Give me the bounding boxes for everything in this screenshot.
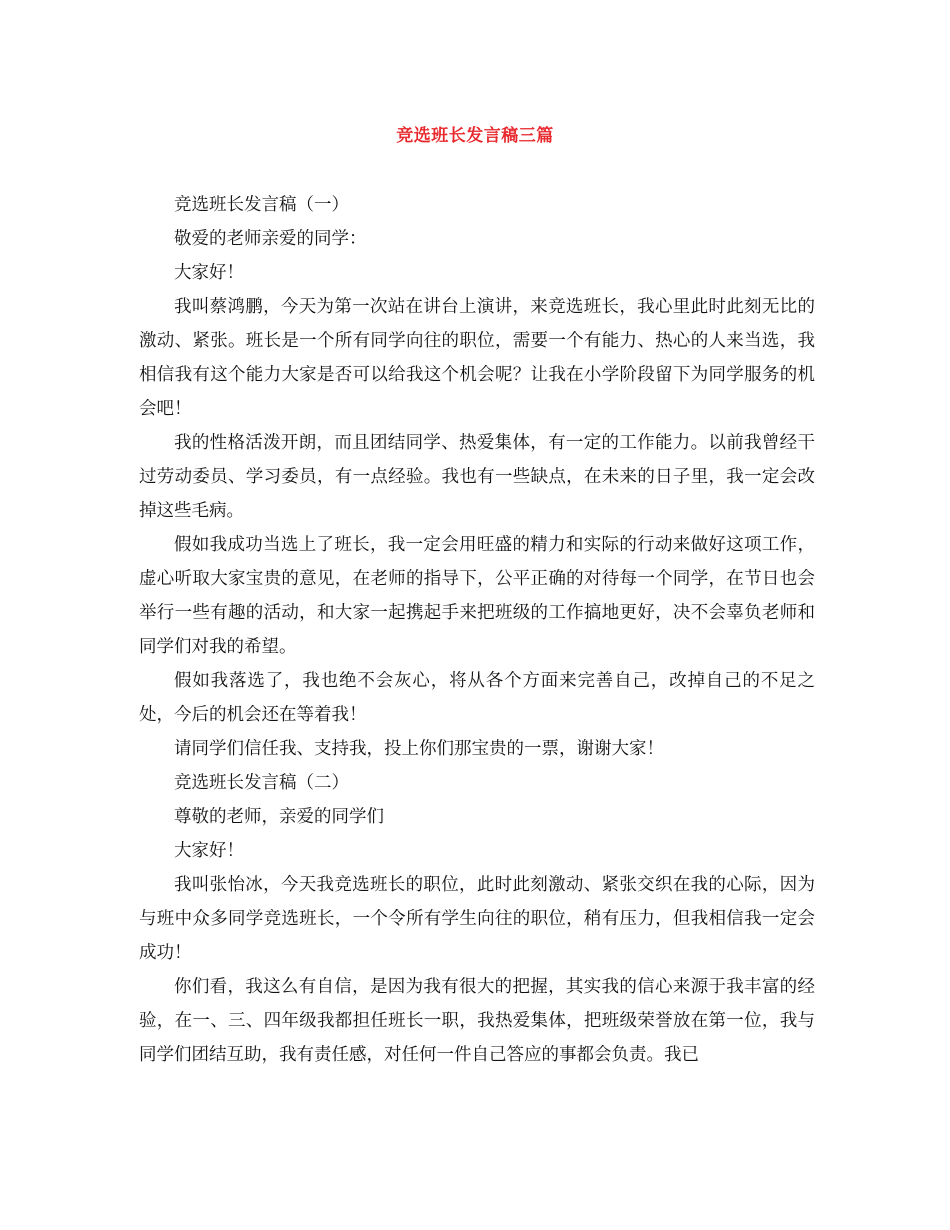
paragraph-body: 假如我成功当选上了班长，我一定会用旺盛的精力和实际的行动来做好这项工作，虚心听取大家宝贵的意见，在老师的指导下，公平正确的对待每一个同学，在节日也会举行一些有趣的活动，和大家一起携起手来把班级的工作搞地更好，决不会辜负老师和同学们对我的希望。 [139,535,815,657]
paragraph-salutation-1: 敬爱的老师亲爱的同学： [174,229,367,249]
paragraph-greeting-2: 大家好！ [174,841,244,861]
paragraph-greeting-1: 大家好！ [174,263,244,283]
paragraph-salutation-2: 尊敬的老师，亲爱的同学们 [174,807,384,827]
paragraph-section-heading-2: 竞选班长发言稿（二） [174,773,349,793]
paragraph-section-heading-1: 竞选班长发言稿（一） [174,195,349,215]
paragraph-body: 你们看，我这么有自信，是因为我有很大的把握，其实我的信心来源于我丰富的经验，在一、三、四年级我都担任班长一职，我热爱集体，把班级荣誉放在第一位，我与同学们团结互助，我有责任感，对任何一件自己答应的事都会负责。我已 [139,977,815,1065]
document-title: 竞选班长发言稿三篇 [396,126,554,146]
paragraph-body: 假如我落选了，我也绝不会灰心，将从各个方面来完善自己，改掉自己的不足之处，今后的机会还在等着我！ [139,671,815,725]
document-body [139,188,815,1072]
paragraph-body: 我叫蔡鸿鹏，今天为第一次站在讲台上演讲，来竞选班长，我心里此时此刻无比的激动、紧张。班长是一个所有同学向往的职位，需要一个有能力、热心的人来当选，我相信我有这个能力大家是否可以给我这个机会呢？让我在小学阶段留下为同学服务的机会吧！ [139,297,815,419]
paragraph-body: 我叫张怡冰，今天我竞选班长的职位，此时此刻激动、紧张交织在我的心际，因为与班中众多同学竞选班长，一个令所有学生向往的职位，稍有压力，但我相信我一定会成功！ [139,875,815,963]
paragraph-body: 我的性格活泼开朗，而且团结同学、热爱集体，有一定的工作能力。以前我曾经干过劳动委员、学习委员，有一点经验。我也有一些缺点，在未来的日子里，我一定会改掉这些毛病。 [139,433,815,521]
paragraph-body: 请同学们信任我、支持我，投上你们那宝贵的一票，谢谢大家！ [174,739,664,759]
